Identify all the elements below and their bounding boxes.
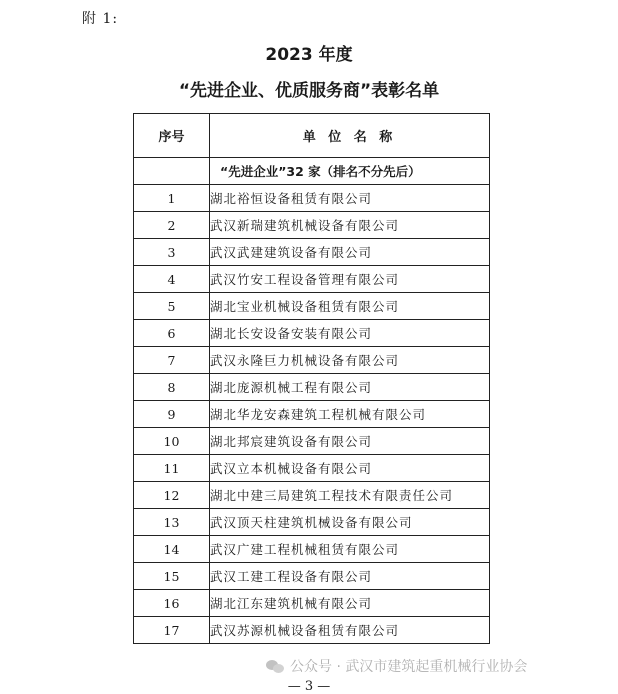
company-name: 武汉永隆巨力机械设备有限公司 — [210, 347, 490, 374]
company-name: 武汉竹安工程设备管理有限公司 — [210, 266, 490, 293]
table-row — [134, 428, 490, 455]
table-row — [134, 455, 490, 482]
row-number: 16 — [134, 590, 210, 617]
title-year: 2023 年度 — [265, 45, 353, 65]
table-row — [134, 563, 490, 590]
table-row — [134, 266, 490, 293]
company-name: 湖北中建三局建筑工程技术有限责任公司 — [210, 482, 490, 509]
company-name: 湖北裕恒设备租赁有限公司 — [210, 185, 490, 212]
table-row — [134, 509, 490, 536]
company-name: 武汉工建工程设备有限公司 — [210, 563, 490, 590]
row-number: 14 — [134, 536, 210, 563]
table-row — [134, 374, 490, 401]
company-name: 湖北江东建筑机械有限公司 — [210, 590, 490, 617]
row-number: 1 — [134, 185, 210, 212]
watermark — [266, 656, 527, 676]
award-table — [133, 113, 490, 644]
company-name: 武汉广建工程机械租赁有限公司 — [210, 536, 490, 563]
row-number: 9 — [134, 401, 210, 428]
company-name: 武汉立本机械设备有限公司 — [210, 455, 490, 482]
title-main: “先进企业、优质服务商”表彰名单 — [178, 81, 440, 101]
row-number: 3 — [134, 239, 210, 266]
table-row — [134, 212, 490, 239]
table-header-row — [134, 114, 490, 158]
watermark-text: 公众号 · 武汉市建筑起重机械行业协会 — [290, 659, 528, 675]
row-number: 5 — [134, 293, 210, 320]
section-label: “先进企业”32 家（排名不分先后） — [210, 158, 490, 185]
column-header-name: 单 位 名 称 — [210, 114, 490, 158]
table-row — [134, 320, 490, 347]
company-name: 湖北长安设备安装有限公司 — [210, 320, 490, 347]
row-number: 2 — [134, 212, 210, 239]
column-header-number: 序号 — [134, 114, 210, 158]
section-spacer — [134, 158, 210, 185]
row-number: 11 — [134, 455, 210, 482]
row-number: 7 — [134, 347, 210, 374]
wechat-icon — [266, 658, 286, 674]
row-number: 12 — [134, 482, 210, 509]
company-name: 湖北华龙安森建筑工程机械有限公司 — [210, 401, 490, 428]
table-row — [134, 590, 490, 617]
appendix-label: 附 1: — [82, 11, 119, 27]
company-name: 武汉武建建筑设备有限公司 — [210, 239, 490, 266]
company-name: 武汉顶天柱建筑机械设备有限公司 — [210, 509, 490, 536]
company-name: 武汉苏源机械设备租赁有限公司 — [210, 617, 490, 644]
table-row — [134, 536, 490, 563]
row-number: 17 — [134, 617, 210, 644]
table-row — [134, 293, 490, 320]
table-row — [134, 239, 490, 266]
table-row — [134, 185, 490, 212]
page-number: — 3 — — [287, 679, 331, 694]
table-row — [134, 347, 490, 374]
row-number: 15 — [134, 563, 210, 590]
table-row — [134, 401, 490, 428]
company-name: 湖北邦宸建筑设备有限公司 — [210, 428, 490, 455]
row-number: 13 — [134, 509, 210, 536]
row-number: 4 — [134, 266, 210, 293]
table-row — [134, 617, 490, 644]
row-number: 6 — [134, 320, 210, 347]
row-number: 10 — [134, 428, 210, 455]
table-row — [134, 482, 490, 509]
company-name: 湖北庞源机械工程有限公司 — [210, 374, 490, 401]
section-row — [134, 158, 490, 185]
company-name: 武汉新瑞建筑机械设备有限公司 — [210, 212, 490, 239]
company-name: 湖北宝业机械设备租赁有限公司 — [210, 293, 490, 320]
row-number: 8 — [134, 374, 210, 401]
